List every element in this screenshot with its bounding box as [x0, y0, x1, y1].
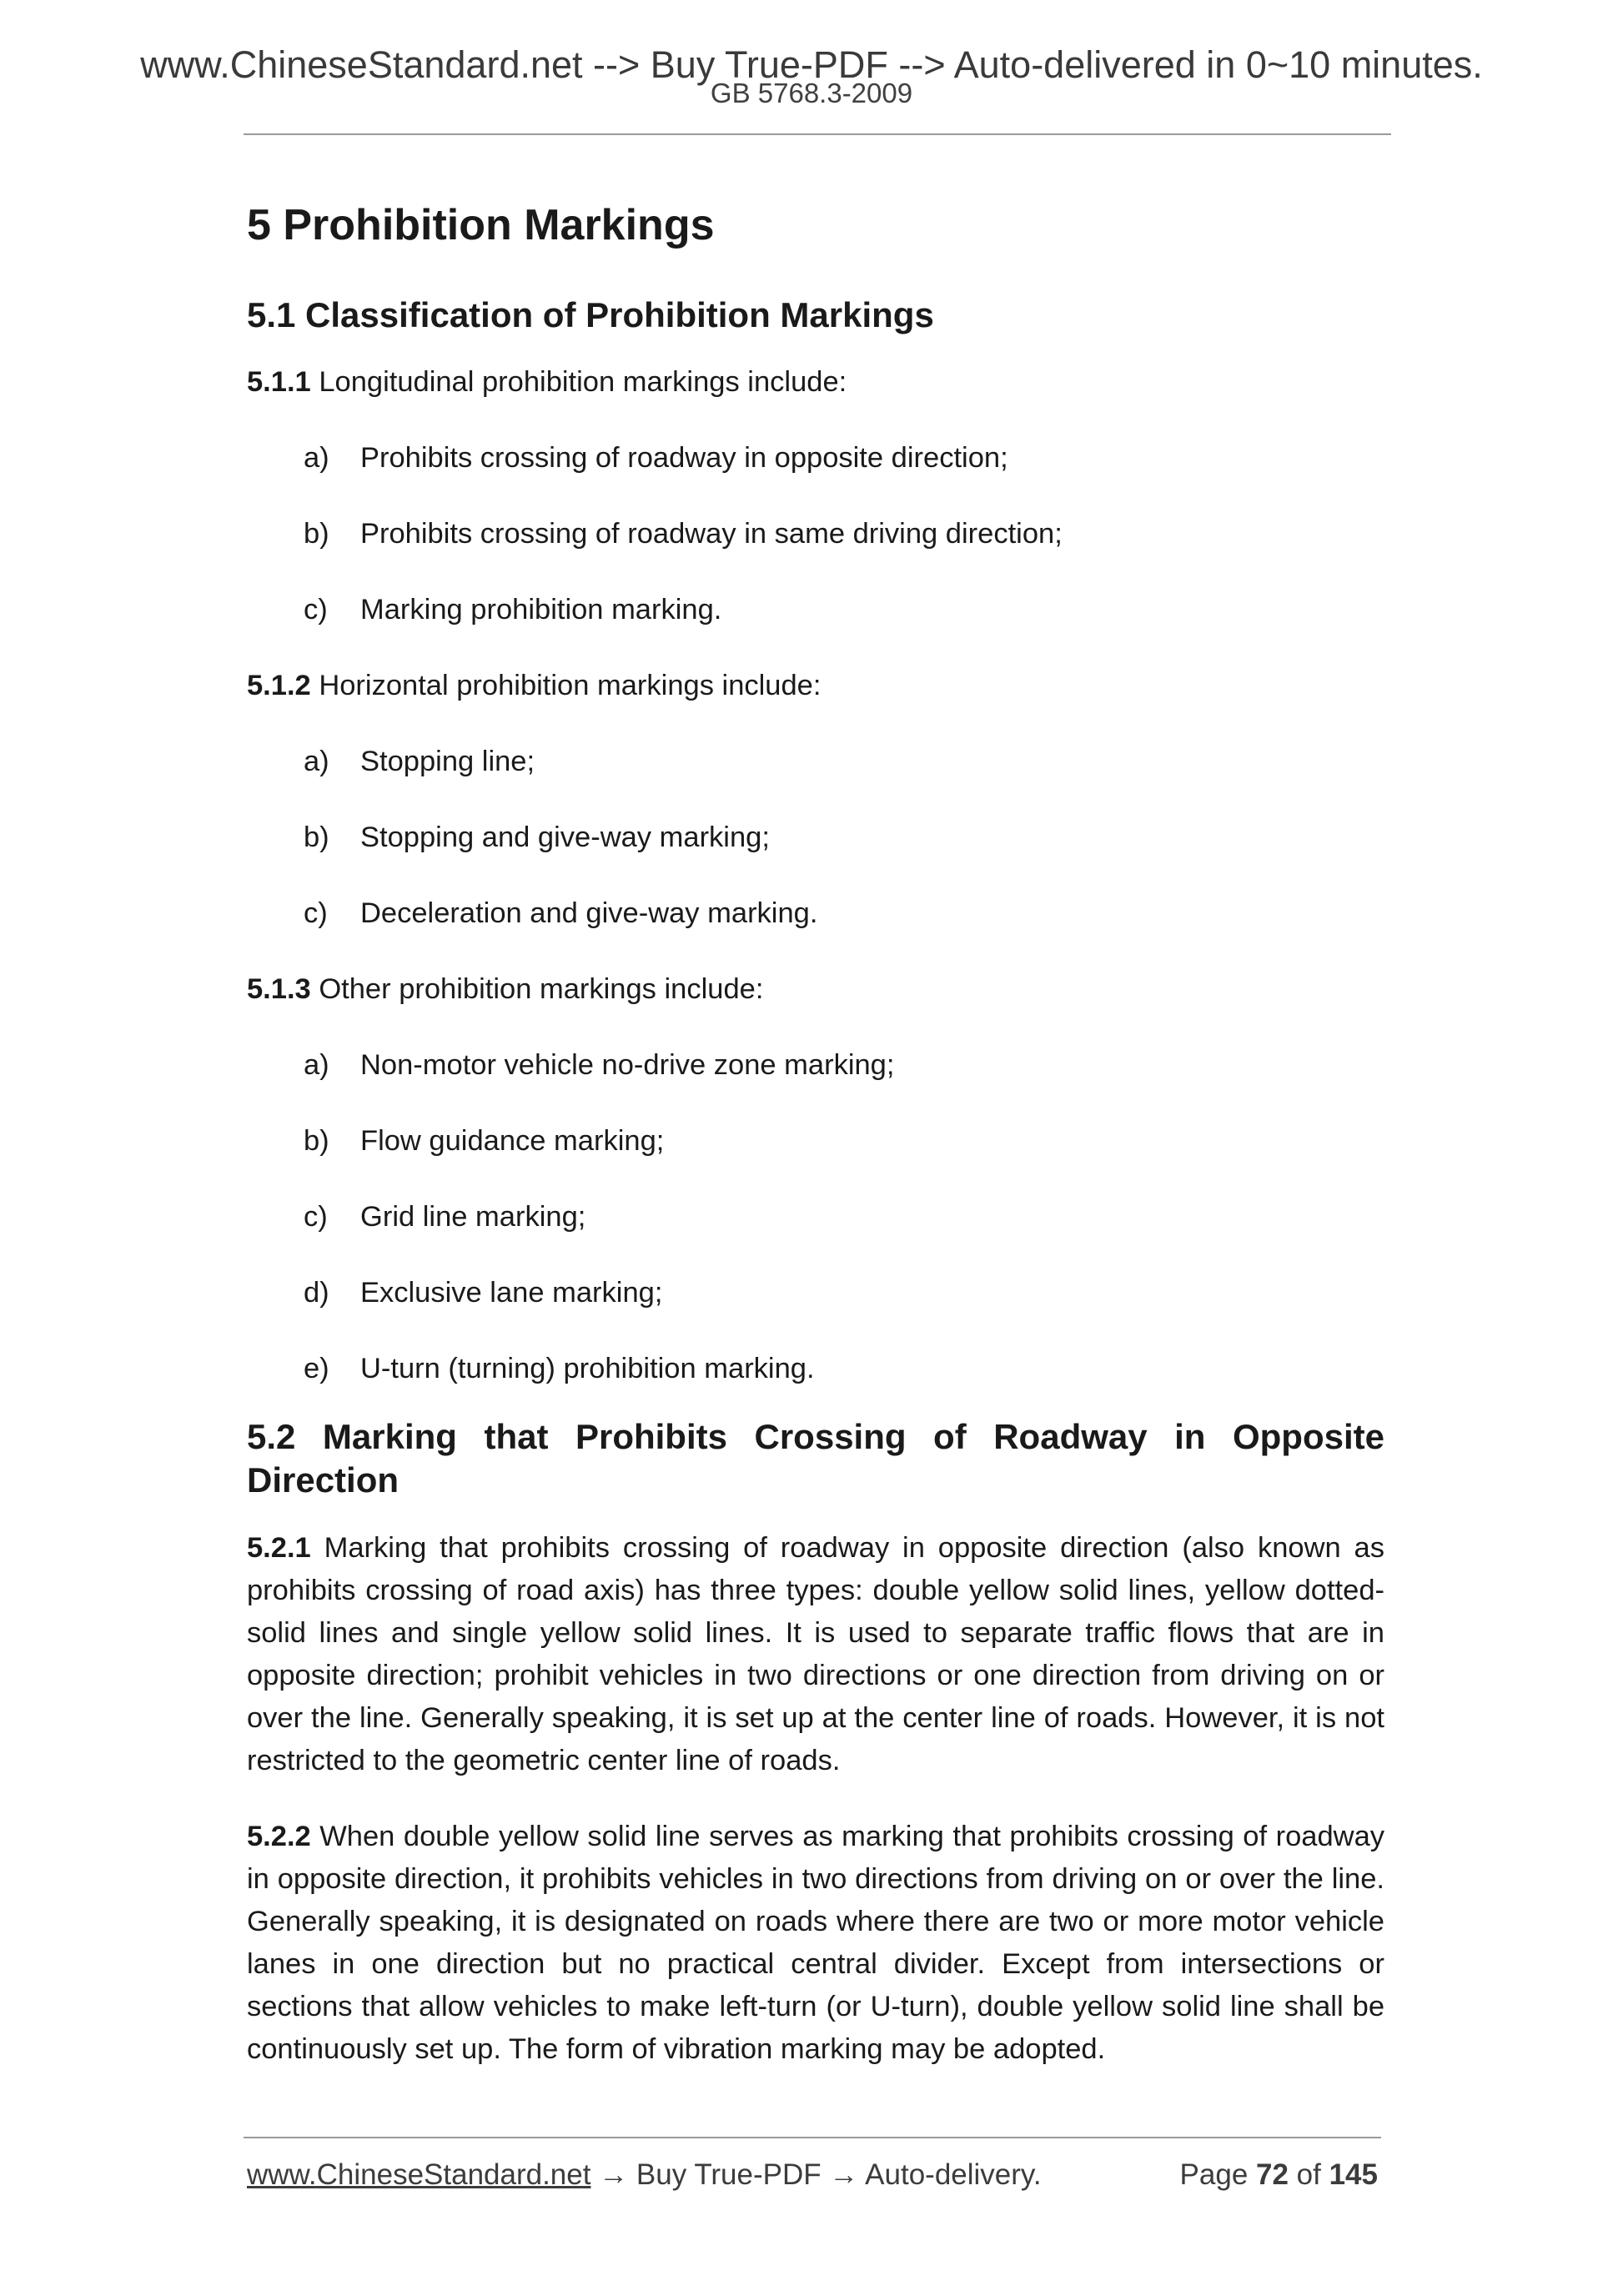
list-item	[247, 1119, 1384, 1163]
list-item-label: c)	[304, 594, 328, 625]
list-item-label: c)	[304, 897, 328, 929]
page-footer	[247, 2155, 1378, 2195]
list-item-text: Prohibits crossing of roadway in opposite direction;	[360, 442, 1008, 474]
list-item	[247, 740, 1384, 783]
list-item-label: c)	[304, 1201, 328, 1233]
footer-site-link[interactable]: www.ChineseStandard.net	[247, 2158, 591, 2191]
footer-divider	[244, 2137, 1381, 2138]
list-item	[247, 892, 1384, 935]
header-divider	[244, 133, 1391, 135]
list-item	[247, 1195, 1384, 1238]
list-item-text: Grid line marking;	[360, 1201, 586, 1233]
clause-5-1-1	[247, 360, 1384, 404]
list-item-label: b)	[304, 821, 329, 853]
list-item	[247, 436, 1384, 480]
list-item-text: U-turn (turning) prohibition marking.	[360, 1353, 815, 1384]
clause-5-2-1	[247, 1527, 1384, 1782]
clause-5-1-3	[247, 967, 1384, 1011]
subsection-title-5-1: 5.1 Classification of Prohibition Markings	[247, 295, 934, 334]
of-word: of	[1288, 2158, 1329, 2191]
list-item-label: d)	[304, 1277, 329, 1309]
clause-5-1-2	[247, 664, 1384, 707]
clause-number: 5.1.3	[247, 973, 311, 1005]
subsection-title-5-2: 5.2 Marking that Prohibits Crossing of Roadway in Opposite Direction	[247, 1417, 1384, 1500]
list-item	[247, 816, 1384, 859]
clause-number: 5.2.1	[247, 1532, 311, 1564]
footer-tagline: → Buy True-PDF → Auto-delivery.	[590, 2158, 1042, 2191]
page-word: Page	[1179, 2158, 1257, 2191]
clause-number: 5.1.2	[247, 670, 311, 701]
list-item-text: Deceleration and give-way marking.	[360, 897, 818, 929]
footer-left	[247, 2155, 1042, 2195]
list-item-label: a)	[304, 1049, 329, 1081]
list-item-text: Marking prohibition marking.	[360, 594, 722, 625]
list-item-label: b)	[304, 1125, 329, 1157]
list-item-text: Stopping and give-way marking;	[360, 821, 770, 853]
list-item-text: Exclusive lane marking;	[360, 1277, 663, 1309]
clause-text: Horizontal prohibition markings include:	[310, 670, 822, 701]
page-number	[1180, 2155, 1378, 2195]
current-page: 72	[1256, 2158, 1289, 2191]
list-item	[247, 1271, 1384, 1314]
list-item-text: Flow guidance marking;	[360, 1125, 665, 1157]
clause-5-2-2	[247, 1816, 1384, 2071]
list-item	[247, 1043, 1384, 1087]
list-item-text: Prohibits crossing of roadway in same driving direction;	[360, 518, 1063, 550]
list-item-text: Non-motor vehicle no-drive zone marking;	[360, 1049, 895, 1081]
top-banner: www.ChineseStandard.net --> Buy True-PDF --> Auto-delivered in 0~10 minutes.	[140, 43, 1483, 86]
list-item-label: a)	[304, 442, 329, 474]
list-item-label: b)	[304, 518, 329, 550]
section-title: 5 Prohibition Markings	[247, 201, 715, 249]
total-pages: 145	[1329, 2158, 1378, 2191]
clause-number: 5.2.2	[247, 1821, 311, 1852]
list-item-label: a)	[304, 746, 329, 777]
clause-text: When double yellow solid line serves as marking that prohibits crossing of roadway in opposite direction, it prohibits vehicles in two directions from driving on or over the line. Generally speaking, it is designated on roads where there are two or more motor vehicle lanes in one direction but no practical central divider. Except from intersections or sections that allow vehicles to make left-turn (or U-turn), double yellow solid line shall be continuously set up. The form of vibration marking may be adopted.	[247, 1821, 1384, 2065]
clause-text: Longitudinal prohibition markings include:	[310, 366, 847, 398]
clause-text: Other prohibition markings include:	[310, 973, 764, 1005]
list-item-text: Stopping line;	[360, 746, 535, 777]
list-item	[247, 512, 1384, 555]
list-item	[247, 1347, 1384, 1390]
clause-text: Marking that prohibits crossing of roadway in opposite direction (also known as prohibits crossing of road axis) has three types: double yellow solid lines, yellow dotted-solid lines and single yellow solid lines. It is used to separate traffic flows that are in opposite direction; prohibit vehicles in two directions or one direction from driving on or over the line. Generally speaking, it is set up at the center line of roads. However, it is not restricted to the geometric center line of roads.	[247, 1532, 1384, 1776]
clause-number: 5.1.1	[247, 366, 311, 398]
page-content	[247, 198, 1384, 2104]
list-item	[247, 588, 1384, 631]
list-item-label: e)	[304, 1353, 329, 1384]
document-id: GB 5768.3-2009	[710, 78, 913, 108]
